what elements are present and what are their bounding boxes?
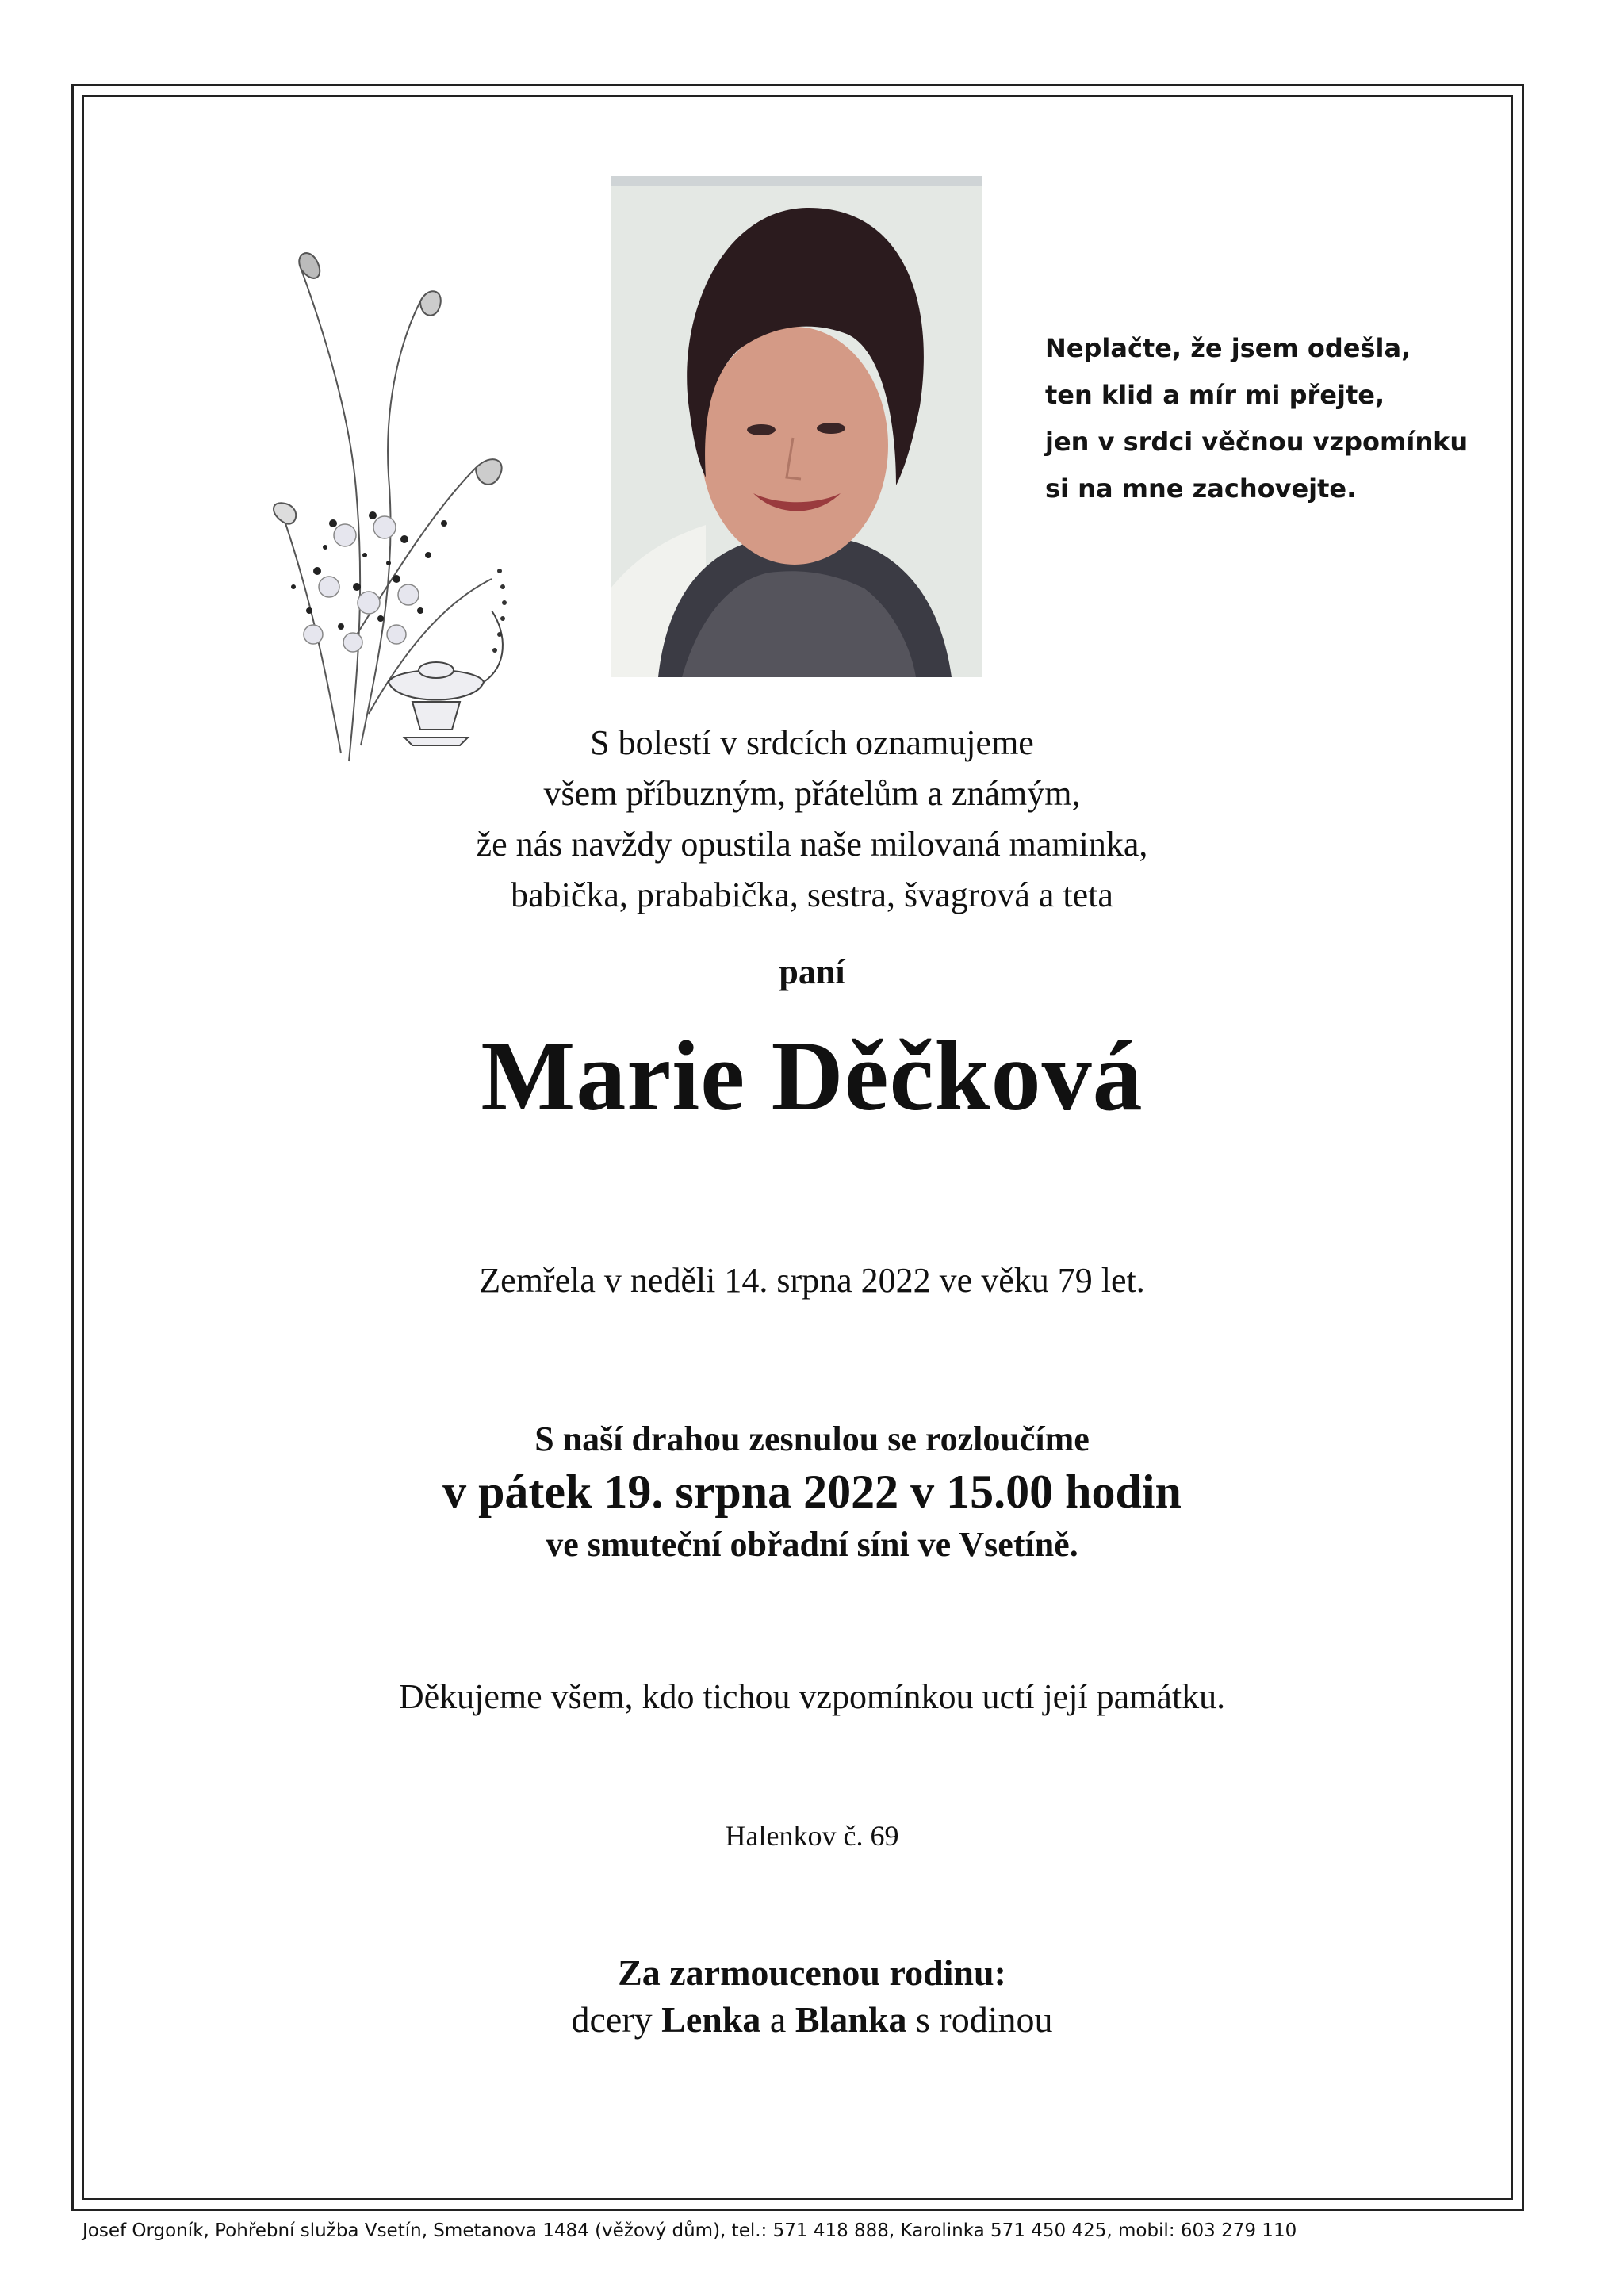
title-prefix: paní xyxy=(779,952,845,991)
family-suffix: s rodinou xyxy=(906,1999,1053,2040)
announcement-line: babička, prababička, sestra, švagrová a teta xyxy=(511,875,1113,914)
funeral-service-footer: Josef Orgoník, Pohřební služba Vsetín, Smetanova 1484 (věžový dům), tel.: 571 418 888, Karolinka 571 450 425, mobil: 603 279 110 xyxy=(82,2220,1297,2241)
announcement-text xyxy=(0,718,1624,921)
poem-line: si na mne zachovejte. xyxy=(1045,473,1357,504)
family-name-blanka: Blanka xyxy=(795,1999,907,2040)
poem-line: jen v srdci věčnou vzpomínku xyxy=(1045,427,1469,457)
poem xyxy=(1045,325,1521,512)
family-joiner: a xyxy=(760,1999,795,2040)
poem-line: Neplačte, že jsem odešla, xyxy=(1045,333,1411,363)
death-notice: Zemřela v neděli 14. srpna 2022 ve věku 79 let. xyxy=(479,1261,1145,1300)
deceased-name: Marie Děčková xyxy=(481,1021,1143,1132)
family-prefix: dcery xyxy=(571,1999,662,2040)
poem-line: ten klid a mír mi přejte, xyxy=(1045,380,1385,410)
announcement-line: S bolestí v srdcích oznamujeme xyxy=(590,723,1034,762)
farewell-intro: S naší drahou zesnulou se rozloučíme xyxy=(534,1420,1090,1458)
farewell-datetime: v pátek 19. srpna 2022 v 15.00 hodin xyxy=(442,1466,1182,1518)
portrait-photo xyxy=(611,176,982,677)
announcement-line: všem příbuzným, přátelům a známým, xyxy=(543,774,1081,813)
farewell-place: ve smuteční obřadní síni ve Vsetíně. xyxy=(546,1525,1078,1564)
announcement-line: že nás navždy opustila naše milovaná maminka, xyxy=(476,825,1148,864)
flower-bouquet-illustration xyxy=(238,238,555,777)
family-name-lenka: Lenka xyxy=(661,1999,761,2040)
family-heading: Za zarmoucenou rodinu: xyxy=(618,1952,1006,1993)
family-address: Halenkov č. 69 xyxy=(725,1820,899,1852)
thanks-text: Děkujeme všem, kdo tichou vzpomínkou uctí její památku. xyxy=(398,1677,1226,1716)
family-members xyxy=(0,1995,1624,2044)
